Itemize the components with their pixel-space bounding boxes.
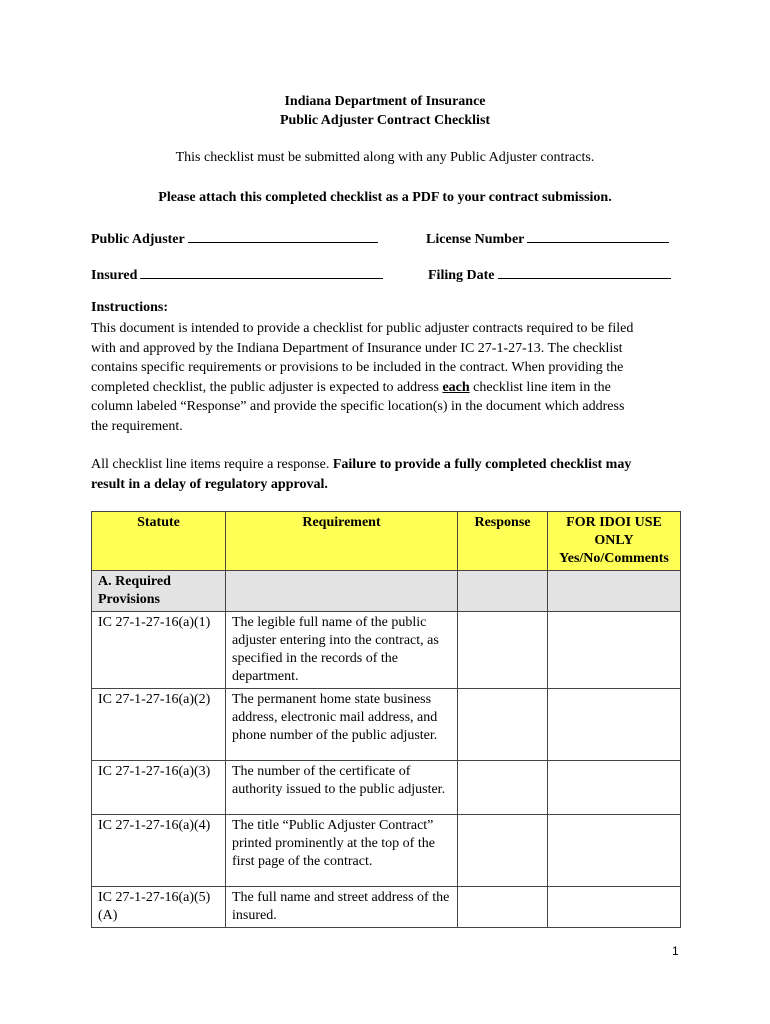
attach-note: Please attach this completed checklist as a PDF to your contract submission. (158, 190, 612, 205)
checklist-table (91, 511, 681, 928)
insured-line[interactable] (140, 265, 383, 279)
header-statute: Statute (92, 512, 226, 571)
idoi-cell (548, 689, 681, 761)
instructions-text: checklist line item in the (473, 379, 611, 395)
section-row (92, 571, 681, 612)
instructions-line: column labeled “Response” and provide the specific location(s) in the document which address (91, 399, 625, 414)
requirement-cell: The full name and street address of the insured. (226, 887, 458, 928)
failure-warning-cont: result in a delay of regulatory approval. (91, 476, 328, 492)
insured-label: Insured (91, 268, 138, 283)
requirement-cell: The number of the certificate of authority issued to the public adjuster. (226, 761, 458, 815)
instructions-paragraph (91, 319, 681, 436)
doc-title-department: Indiana Department of Insurance (284, 94, 486, 109)
response-text: All checklist line items require a response. (91, 457, 330, 472)
header-idoi-use: FOR IDOI USE ONLY Yes/No/Comments (548, 512, 681, 571)
instructions-line (91, 378, 681, 398)
instructions-heading: Instructions: (91, 300, 169, 315)
instructions-line: the requirement. (91, 418, 183, 434)
statute-cell: IC 27-1-27-16(a)(2) (92, 689, 226, 761)
statute-cell: IC 27-1-27-16(a)(5)(A) (92, 887, 226, 928)
response-cell[interactable] (458, 815, 548, 887)
submission-note: This checklist must be submitted along with any Public Adjuster contracts. (175, 150, 595, 165)
instructions-line: contains specific requirements or provisions to be included in the contract. When providing the (91, 360, 624, 375)
response-cell[interactable] (458, 612, 548, 689)
section-cell (548, 571, 681, 612)
response-line (91, 455, 681, 475)
table-header-row (92, 512, 681, 571)
insured-field (91, 265, 383, 284)
idoi-cell (548, 761, 681, 815)
license-number-label: License Number (426, 232, 525, 247)
section-a-label: A. Required Provisions (92, 571, 226, 612)
idoi-cell (548, 815, 681, 887)
response-cell[interactable] (458, 887, 548, 928)
requirement-cell: The legible full name of the public adjuster entering into the contract, as specified in the records of the department. (226, 612, 458, 689)
header-requirement: Requirement (226, 512, 458, 571)
table-row (92, 612, 681, 689)
page-number: 1 (672, 944, 679, 958)
statute-cell: IC 27-1-27-16(a)(4) (92, 815, 226, 887)
instructions-line: This document is intended to provide a checklist for public adjuster contracts required to be filed (91, 321, 634, 336)
table-row (92, 887, 681, 928)
license-number-field (426, 229, 669, 248)
filing-date-field (428, 265, 671, 284)
statute-cell: IC 27-1-27-16(a)(3) (92, 761, 226, 815)
response-requirement-paragraph (91, 455, 681, 494)
public-adjuster-line[interactable] (188, 229, 378, 243)
public-adjuster-field (91, 229, 378, 248)
table-row (92, 761, 681, 815)
each-emphasis: each (442, 379, 470, 395)
table-row (92, 815, 681, 887)
idoi-cell (548, 612, 681, 689)
section-cell (458, 571, 548, 612)
requirement-cell: The permanent home state business address, electronic mail address, and phone number of the public adjuster. (226, 689, 458, 761)
instructions-line: with and approved by the Indiana Department of Insurance under IC 27-1-27-13. The checklist (91, 340, 623, 356)
response-cell[interactable] (458, 761, 548, 815)
table-row (92, 689, 681, 761)
section-cell (226, 571, 458, 612)
public-adjuster-label: Public Adjuster (91, 232, 185, 247)
filing-date-label: Filing Date (428, 268, 495, 283)
requirement-cell: The title “Public Adjuster Contract” printed prominently at the top of the first page of the contract. (226, 815, 458, 887)
response-cell[interactable] (458, 689, 548, 761)
idoi-cell (548, 887, 681, 928)
license-number-line[interactable] (527, 229, 669, 243)
header-response: Response (458, 512, 548, 571)
doc-title-checklist: Public Adjuster Contract Checklist (279, 113, 491, 128)
statute-cell: IC 27-1-27-16(a)(1) (92, 612, 226, 689)
filing-date-line[interactable] (498, 265, 671, 279)
instructions-text: completed checklist, the public adjuster is expected to address (91, 379, 439, 395)
failure-warning: Failure to provide a fully completed checklist may (332, 457, 632, 472)
